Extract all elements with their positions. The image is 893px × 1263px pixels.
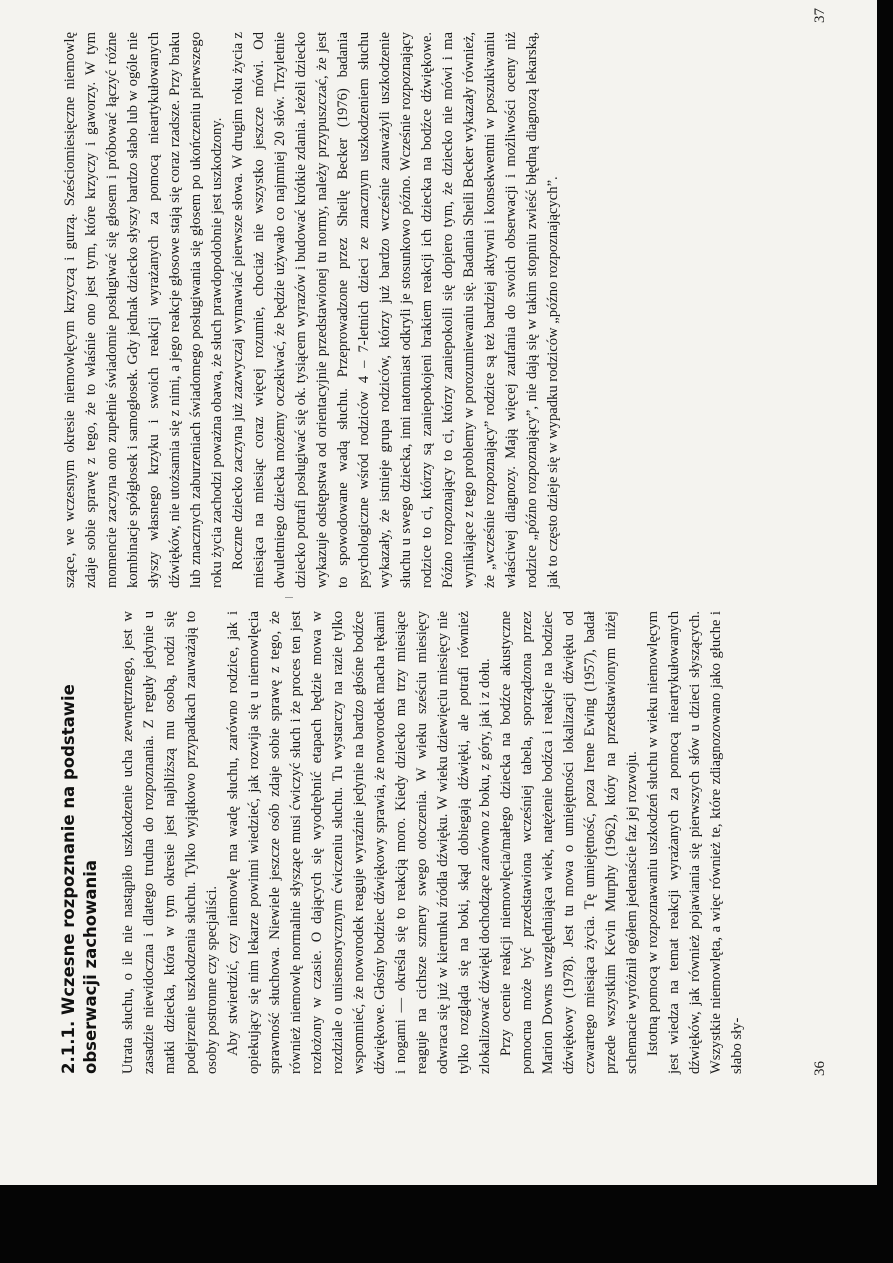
- section-heading: 2.1.1. Wczesne rozpoznanie na podstawie obserwacji zachowania: [59, 684, 100, 1074]
- paragraph: Roczne dziecko zaczyna już zazwyczaj wymawiać pierwsze słowa. W drugim roku życia z miesiąca na miesiąc coraz więcej rozumie, chociaż nie wszystko jeszcze mówi. Od dwuletniego dziecka możemy oczekiwać, że będzie używało co najmniej 20 słów. Trzyletnie dziecko potrafi posługiwać się ok. tysiącem wyrazów i budować krótkie zdania. Jeżeli dziecko wykazuje odstępstwa od orientacyjnie przedstawionej tu normy, należy przypuszczać, że jest to spowodowane wadą słuchu. Przeprowadzone przez Sheilę Becker (1976) badania psychologiczne wśród rodziców 4 – 7-letnich dzieci ze znacznym uszkodzeniem słuchu wykazały, że istnieje grupa rodziców, którzy już bardzo wcześnie zauważyli uszkodzenie słuchu u swego dziecka, inni natomiast odkryli je stosunkowo późno. Wcześnie rozpoznający rodzice to ci, którzy są zaniepokojeni brakiem reakcji ich dziecka na bodźce dźwiękowe. Późno rozpoznający to ci, którzy zaniepokoili się dopiero tym, że dziecko nie mówi i ma wynikające z tego problemy w porozumiewaniu się. Badania Sheili Becker wykazały również, że „wcześnie rozpoznający” rodzice są też bardziej aktywni i konsekwentni w poszukiwaniu właściwej diagnozy. Mają więcej zaufania do swoich obserwacji i możliwości oceny niż rodzice „późno rozpoznający”, nie dają się w takim stopniu zwieść błędną diagnozą lekarską, jak to często dzieje się w wypadku rodziców „późno rozpoznających”.: [230, 32, 561, 588]
- scan-border-bottom: [0, 1185, 893, 1263]
- paragraph: Przy ocenie reakcji niemowlęcia/małego dziecka na bodźce akustyczne pomocna może być przedstawiona wcześniej tabela, sporządzona przez Marion Downs uwzględniająca wiek, natężenie bodźca i reakcje na bodziec dźwiękowy (1978). Jest tu mowa o umiejętności lokalizacji dźwięku od czwartego miesiąca życia. Tę umiejętność, poza Irene Ewing (1957), badał przede wszystkim Kevin Murphy (1962), który na przedstawionym niżej schemacie wyróżnił ogółem jedenaście faz jej rozwoju.: [498, 611, 640, 1074]
- paragraph: szące, we wczesnym okresie niemowlęcym krzyczą i gurzą. Sześciomiesięczne niemowlę zdaje sobie sprawę z tego, że to właśnie ono jest tym, które krzyczy i gaworzy. W tym momencie zaczyna ono zupełnie świadomie posługiwać się głosem i próbować łączyć różne kombinacje spółgłosek i samogłosek. Gdy jednak dziecko słyszy bardzo słabo lub w ogóle nie słyszy własnego krzyku i swoich reakcji wyrażanych za pomocą nieartykułowanych dźwięków, nie utożsamia się z nimi, a jego reakcje głosowe stają się coraz rzadsze. Przy braku lub znacznych zaburzeniach świadomego posługiwania się głosem po ukończeniu pierwszego roku życia zachodzi poważna obawa, że słuch prawdopodobnie jest uszkodzony.: [62, 32, 225, 588]
- paragraph: Aby stwierdzić, czy niemowlę ma wadę słuchu, zarówno rodzice, jak i opiekujący się nim lekarze powinni wiedzieć, jak rozwija się u niemowlęcia sprawność słuchowa. Niewiele jeszcze osób zdaje sobie sprawę z tego, że również niemowlę normalnie słyszące musi ćwiczyć słuch i że proces ten jest rozłożony w czasie. O dających się wyodrębnić etapach będzie mowa w rozdziale o unisensorycznym ćwiczeniu słuchu. Tu wystarczy na razie tylko wspomnieć, że noworodek reaguje wyraźnie jedynie na bardzo głośne bodźce dźwiękowe. Głośny bodziec dźwiękowy sprawia, że noworodek macha rękami i nogami — określa się to reakcją moro. Kiedy dziecko ma trzy miesiące reaguje na cichsze szmery swego otoczenia. W wieku sześciu miesięcy odwraca się już w kierunku źródła dźwięku. W wieku dziewięciu miesięcy nie tylko rozgląda się na boki, skąd dobiegają dźwięki, ale potrafi również zlokalizować dźwięki dochodzące zarówno z boku, z góry, jak i z dołu.: [225, 611, 493, 1074]
- right-page: [0, 0, 877, 596]
- page-number-right: 37: [812, 8, 828, 23]
- right-page-text: [60, 32, 564, 588]
- gutter-mark: [285, 597, 293, 598]
- paragraph: Utrata słuchu, o ile nie nastąpiło uszkodzenie ucha zewnętrznego, jest w zasadzie niewidoczna i dlatego trudna do rozpoznania. Z reguły jedynie u matki dziecka, która w tym okresie jest najbliższą mu osobą, rodzi się podejrzenie uszkodzenia słuchu. Tylko wyjątkowo przypadkach zauważają to osoby postronne czy specjaliści.: [120, 611, 220, 1074]
- paragraph: Istotną pomocą w rozpoznawaniu uszkodzeń słuchu w wieku niemowlęcym jest wiedza na temat reakcji wyrażanych za pomocą nieartykułowanych dźwięków, jak również pojawiania się pierwszych słów u dzieci słyszących. Wszystkie niemowlęta, a więc również te, które zdiagnozowano jako głuche i słabo sły-: [645, 611, 745, 1074]
- left-page: [0, 596, 877, 1186]
- scan-border-right: [877, 0, 893, 1186]
- left-page-text: [118, 611, 748, 1074]
- page-number-left: 36: [812, 1061, 828, 1076]
